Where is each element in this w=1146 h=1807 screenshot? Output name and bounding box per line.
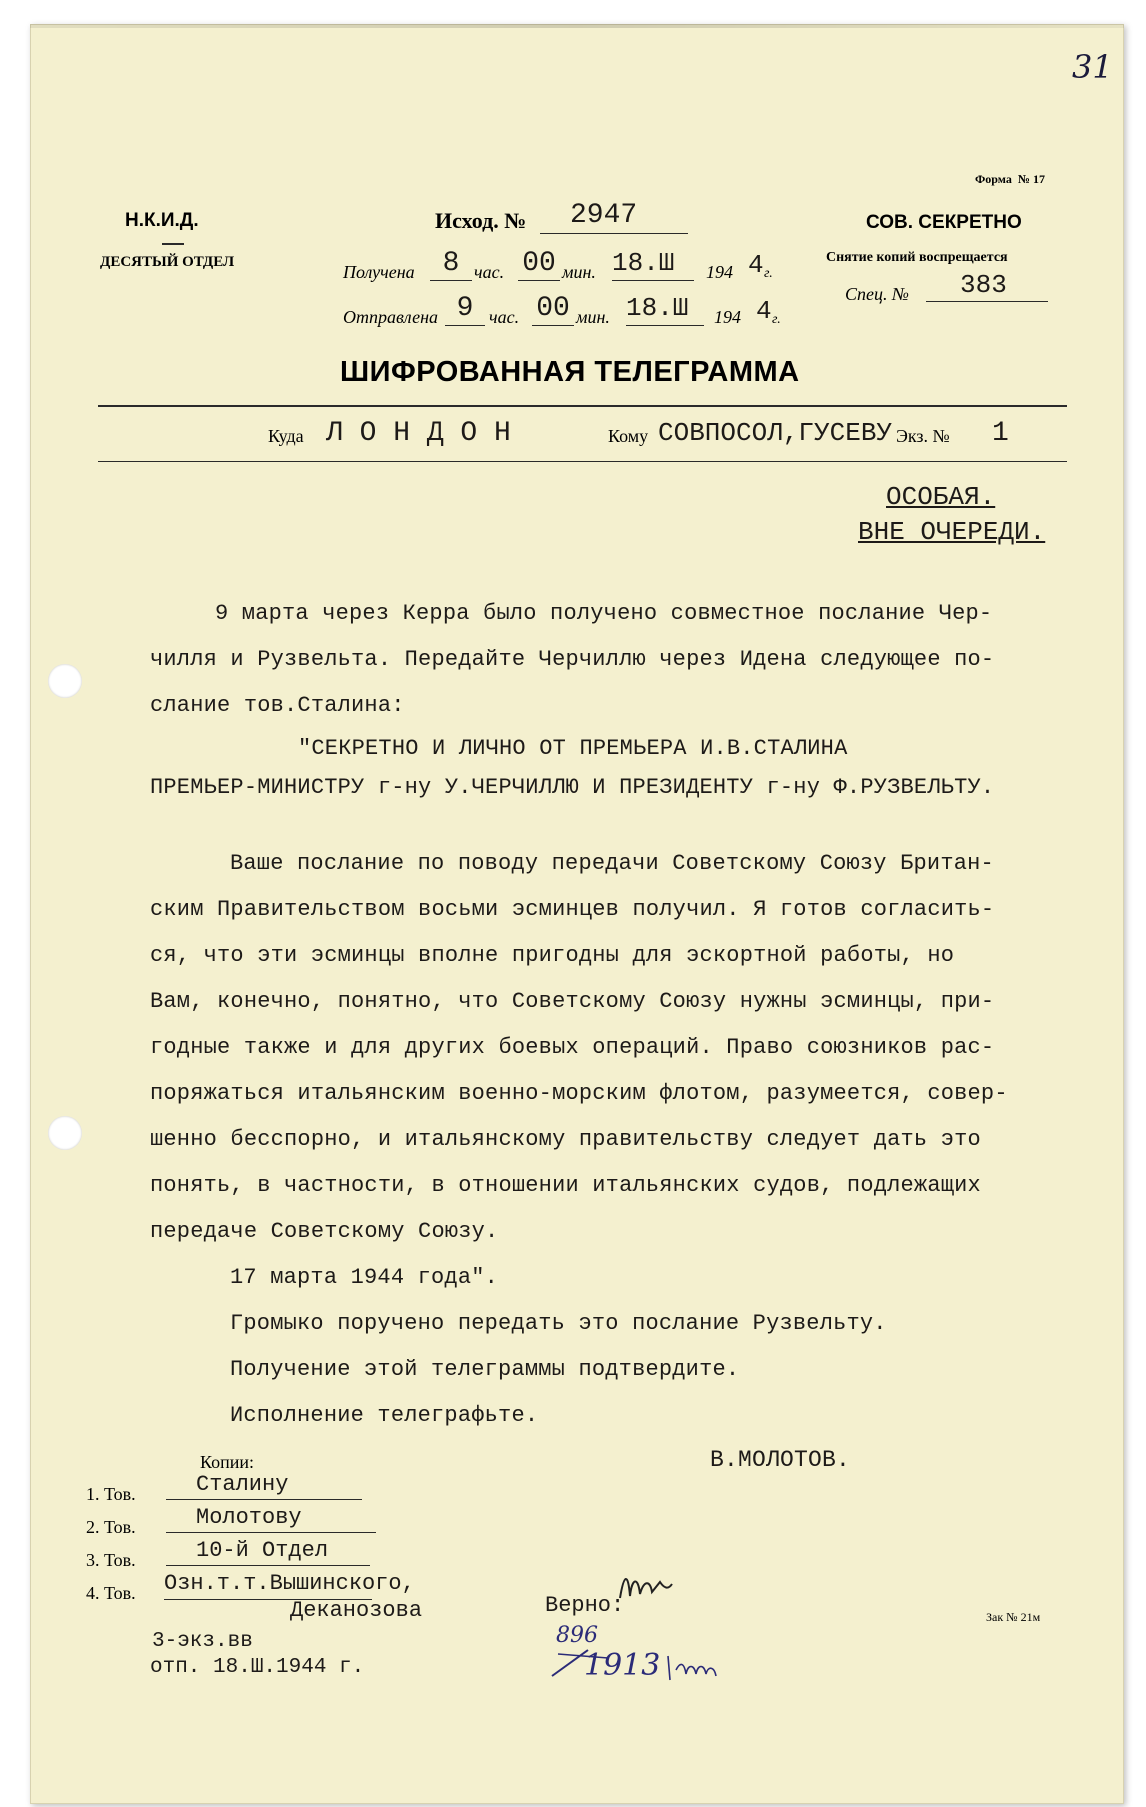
- closing-line: Получение этой телеграммы подтвердите.: [230, 1357, 740, 1382]
- department-name: ДЕСЯТЫЙ ОТДЕЛ: [100, 254, 235, 270]
- copy-recipient: Озн.т.т.Вышинского,: [164, 1571, 372, 1600]
- sent-label: Отправлена: [343, 307, 439, 327]
- copy-recipient: 10-й Отдел: [166, 1538, 370, 1566]
- closing-line: Громыко поручено передать это послание Рузвельту.: [230, 1311, 887, 1336]
- message-heading: ПРЕМЬЕР-МИНИСТРУ г-ну У.ЧЕРЧИЛЛЮ И ПРЕЗИДЕНТУ г-ну Ф.РУЗВЕЛЬТУ.: [150, 775, 995, 800]
- copy-item-2: 2. Тов.: [86, 1517, 136, 1537]
- message-line: передаче Советскому Союзу.: [150, 1219, 499, 1244]
- year-prefix: 194: [714, 307, 741, 327]
- dash-divider: [162, 243, 184, 245]
- message-line: поряжаться итальянским военно-морским флотом, разумеется, совер-: [150, 1081, 1008, 1106]
- punch-hole: [48, 664, 82, 698]
- certified-label: Верно:: [545, 1593, 625, 1618]
- handwritten-initials: [666, 1652, 726, 1682]
- received-date: 18.Ш: [612, 248, 694, 281]
- copy-recipient-cont: Деканозова: [290, 1598, 423, 1623]
- message-date: 17 марта 1944 года".: [230, 1265, 499, 1290]
- sent-date: 18.Ш: [626, 293, 704, 326]
- order-number: Зак № 21м: [986, 1610, 1041, 1624]
- handwritten-number-bottom: 1913: [584, 1648, 661, 1683]
- to-label: Куда: [268, 426, 304, 446]
- year-prefix: 194: [706, 262, 733, 282]
- outgoing-label: Исход. №: [435, 208, 527, 233]
- hour-label: час.: [474, 262, 505, 282]
- message-line: ся, что эти эсминцы вполне пригодны для эскортной работы, но: [150, 943, 955, 968]
- intro-line: 9 марта через Керра было получено совместное послание Чер-: [215, 601, 993, 626]
- hour-label: час.: [489, 307, 520, 327]
- closing-line: Исполнение телеграфьте.: [230, 1403, 539, 1428]
- page-number: 31: [1072, 48, 1113, 86]
- year-suffix: г.: [772, 312, 781, 327]
- intro-line: слание тов.Сталина:: [150, 693, 405, 718]
- copy-number: 1: [992, 418, 1009, 449]
- received-year-digit: 4: [748, 250, 764, 280]
- recipient: СОВПОСОЛ,ГУСЕВУ: [658, 418, 893, 448]
- sent-year-digit: 4: [756, 296, 772, 326]
- copy-recipient: Молотову: [166, 1505, 376, 1533]
- year-suffix: г.: [764, 266, 773, 281]
- priority-special: ОСОБАЯ.: [886, 482, 996, 512]
- received-label: Получена: [343, 262, 415, 282]
- received-minutes: 00: [518, 248, 560, 281]
- form-number: Форма № 17: [975, 172, 1045, 186]
- message-line: годные также и для других боевых операций. Право союзников рас-: [150, 1035, 995, 1060]
- message-heading: "СЕКРЕТНО И ЛИЧНО ОТ ПРЕМЬЕРА И.В.СТАЛИНА: [298, 736, 848, 761]
- spec-label: Спец. №: [845, 284, 909, 304]
- title-rule: [98, 405, 1067, 407]
- priority-out-of-turn: ВНЕ ОЧЕРЕДИ.: [858, 517, 1046, 547]
- recipient-label: Кому: [608, 426, 649, 446]
- received-hour: 8: [430, 248, 472, 281]
- signature-scribble: [616, 1568, 676, 1608]
- outgoing-number: 2947: [540, 200, 688, 234]
- document-title: ШИФРОВАННАЯ ТЕЛЕГРАММА: [340, 356, 800, 388]
- message-line: ским Правительством восьми эсминцев получил. Я готов согласить-: [150, 897, 995, 922]
- spec-number: 383: [926, 270, 1048, 302]
- copy-item-4: 4. Тов.: [86, 1583, 136, 1603]
- handwritten-number-top: 896: [556, 1623, 598, 1648]
- intro-line: чилля и Рузвельта. Передайте Черчиллю через Идена следующее по-: [150, 647, 995, 672]
- signature: В.МОЛОТОВ.: [710, 1447, 851, 1473]
- minute-label: мин.: [576, 307, 610, 327]
- copy-item-3: 3. Тов.: [86, 1550, 136, 1570]
- copy-item-1: 1. Тов.: [86, 1484, 136, 1504]
- punch-hole: [48, 1116, 82, 1150]
- copies-count: 3-экз.вв: [152, 1630, 253, 1653]
- copy-notice: Снятие копий воспрещается: [826, 250, 1008, 265]
- copies-label: Копии:: [200, 1452, 255, 1472]
- message-line: Вам, конечно, понятно, что Советскому Союзу нужны эсминцы, при-: [150, 989, 995, 1014]
- sent-date-footer: отп. 18.Ш.1944 г.: [150, 1656, 365, 1679]
- sent-hour: 9: [445, 293, 485, 326]
- copy-number-label: Экз. №: [896, 426, 950, 446]
- routing-rule: [98, 461, 1067, 462]
- classification: СОВ. СЕКРЕТНО: [866, 212, 1022, 233]
- minute-label: мин.: [562, 262, 596, 282]
- destination: Л О Н Д О Н: [326, 418, 511, 449]
- org-name: Н.К.И.Д.: [125, 210, 199, 231]
- copy-recipient: Сталину: [166, 1472, 362, 1500]
- sent-minutes: 00: [532, 293, 574, 326]
- message-line: понять, в частности, в отношении итальянских судов, подлежащих: [150, 1173, 981, 1198]
- message-line: шенно бесспорно, и итальянскому правительству следует дать это: [150, 1127, 981, 1152]
- message-line: Ваше послание по поводу передачи Советскому Союзу Британ-: [230, 851, 994, 876]
